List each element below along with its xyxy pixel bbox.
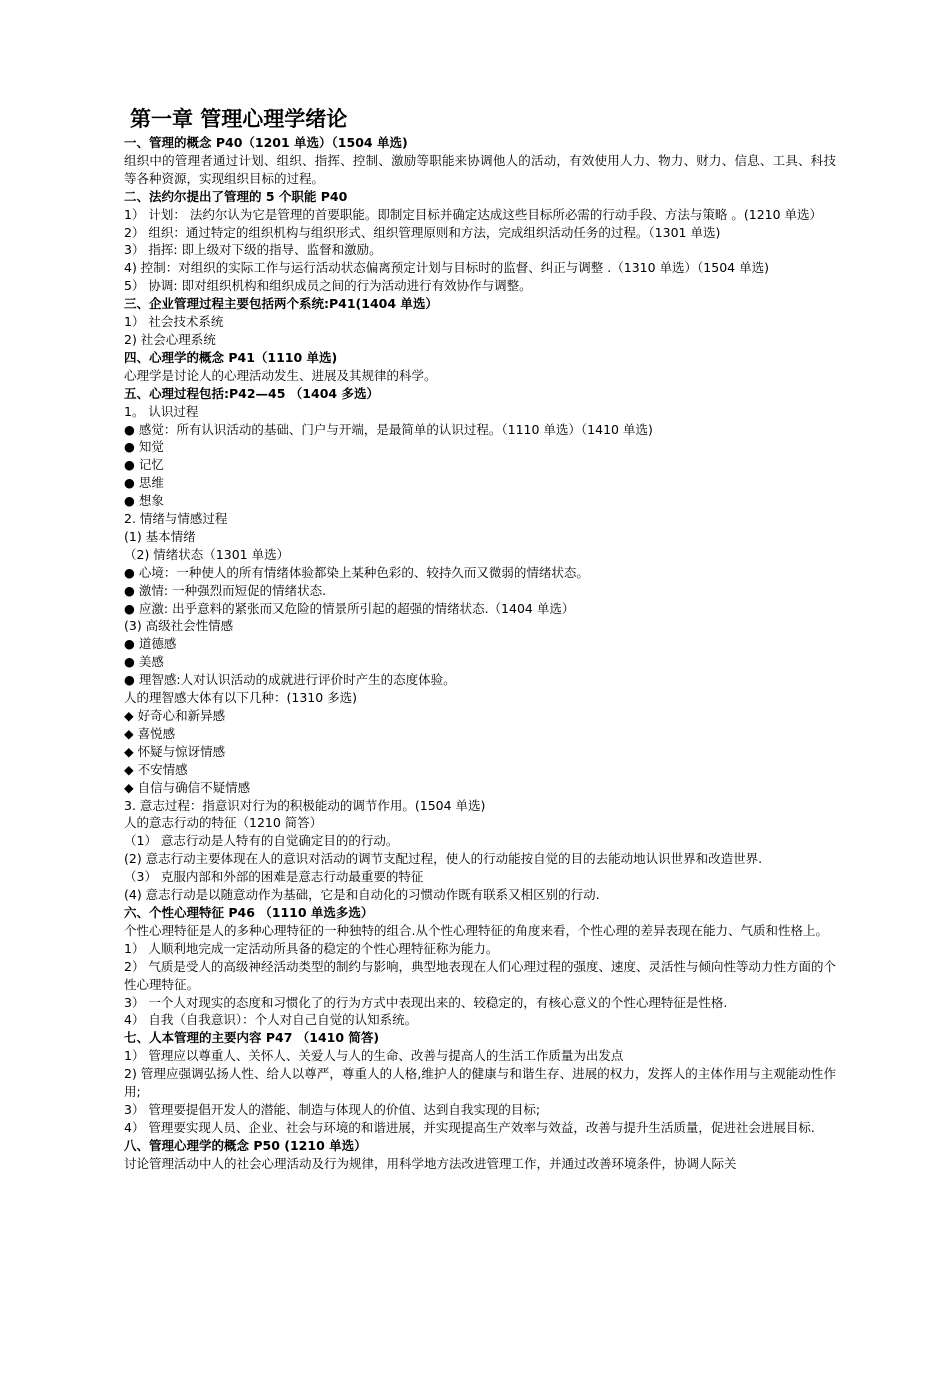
section-heading: 三、企业管理过程主要包括两个系统:P41(1404 单选）: [124, 296, 438, 312]
body-text-line: ● 想象: [124, 493, 164, 509]
body-text-line: 2) 社会心理系统: [124, 331, 216, 347]
body-text-line: 4） 自我（自我意识）：个人对自己自觉的认知系统。: [124, 1012, 418, 1028]
body-text-line: 人的理智感大体有以下几种：(1310 多选): [124, 690, 358, 706]
body-text-line: 4) 控制：对组织的实际工作与运行活动状态偏离预定计划与目标时的监督、纠正与调整 .（1310 单选）（1504 单选): [124, 260, 769, 276]
body-text-line: 人的意志行动的特征（1210 简答）: [124, 815, 323, 831]
body-text-line: 1） 管理应以尊重人、关怀人、关爱人与人的生命、改善与提高人的生活工作质量为出发点: [124, 1048, 624, 1064]
section-heading: 二、法约尔提出了管理的 5 个职能 P40: [124, 188, 348, 204]
body-text-line: ● 美感: [124, 654, 164, 670]
body-text-line: 3. 意志过程：指意识对行为的积极能动的调节作用。(1504 单选): [124, 797, 486, 813]
body-text-line: 3） 一个人对现实的态度和习惯化了的行为方式中表现出来的、较稳定的，有核心意义的个性心理特征是性格.: [124, 994, 728, 1010]
body-text-line: 讨论管理活动中人的社会心理活动及行为规律，用科学地方法改进管理工作，并通过改善环境条件，协调人际关: [124, 1155, 737, 1171]
body-text-line: 2） 气质是受人的高级神经活动类型的制约与影响，典型地表现在人们心理过程的强度、速度、灵活性与倾向性等动力性方面的个性心理特征。: [124, 958, 836, 992]
chapter-title: 第一章 管理心理学绪论: [130, 107, 348, 131]
body-text-line: 2. 情绪与情感过程: [124, 511, 228, 527]
body-text-line: ◆ 不安情感: [124, 761, 188, 777]
body-text-line: (3) 高级社会性情感: [124, 618, 234, 634]
body-text-line: ● 知觉: [124, 439, 164, 455]
document-body: [124, 134, 836, 1173]
body-text-line: ● 应激: 出乎意料的紧张而又危险的情景所引起的超强的情绪状态.（1404 单选）: [124, 600, 575, 616]
body-text-line: 2) 管理应强调弘扬人性、给人以尊严，尊重人的人格,维护人的健康与和谐生存、进展的权力，发挥人的主体作用与主观能动性作用;: [124, 1066, 836, 1100]
body-text-line: ◆ 喜悦感: [124, 725, 176, 741]
body-text-line: 1。 认识过程: [124, 403, 199, 419]
section-heading: 六、个性心理特征 P46 （1110 单选多选）: [124, 904, 374, 920]
body-text-line: ● 道德感: [124, 636, 177, 652]
section-heading: 五、心理过程包括:P42—45 （1404 多选）: [124, 385, 379, 401]
body-text-line: ● 心境：一种使人的所有情绪体验都染上某种色彩的、较持久而又微弱的情绪状态。: [124, 564, 589, 580]
body-text-line: 1） 人顺利地完成一定活动所具备的稳定的个性心理特征称为能力。: [124, 940, 499, 956]
body-text-line: (1) 基本情绪: [124, 528, 196, 544]
body-text-line: （1） 意志行动是人特有的自觉确定目的的行动。: [124, 833, 399, 849]
body-text-line: ● 感觉：所有认识活动的基础、门户与开端，是最简单的认识过程。（1110 单选）（1410 单选): [124, 421, 653, 437]
body-text-line: (4) 意志行动是以随意动作为基础，它是和自动化的习惯动作既有联系又相区别的行动.: [124, 887, 600, 903]
body-text-line: （3） 克服内部和外部的困难是意志行动最重要的特征: [124, 869, 424, 885]
body-text-line: 4） 管理要实现人员、企业、社会与环境的和谐进展，并实现提高生产效率与效益，改善与提升生活质量，促进社会进展目标.: [124, 1119, 815, 1135]
body-text-line: 5） 协调: 即对组织机构和组织成员之间的行为活动进行有效协作与调整。: [124, 278, 532, 294]
body-text-line: （2) 情绪状态（1301 单选）: [124, 546, 290, 562]
body-text-line: 3） 管理要提倡开发人的潜能、制造与体现人的价值、达到自我实现的目标;: [124, 1101, 541, 1117]
body-text-line: ● 记忆: [124, 457, 164, 473]
body-text-line: ● 思维: [124, 475, 164, 491]
body-text-line: (2) 意志行动主要体现在人的意识对活动的调节支配过程，使人的行动能按自觉的目的去能动地认识世界和改造世界.: [124, 851, 763, 867]
section-heading: 一、管理的概念 P40（1201 单选）（1504 单选): [124, 135, 408, 150]
section-heading: 八、管理心理学的概念 P50 (1210 单选）: [124, 1137, 367, 1153]
body-text-line: 1） 计划： 法约尔认为它是管理的首要职能。即制定目标并确定达成这些目标所必需的行动手段、方法与策略 。(1210 单选）: [124, 206, 823, 222]
body-text-line: ● 激情: 一种强烈而短促的情绪状态.: [124, 582, 327, 598]
section-heading: 四、心理学的概念 P41（1110 单选): [124, 349, 338, 365]
body-text-line: 组织中的管理者通过计划、组织、指挥、控制、激励等职能来协调他人的活动，有效使用人力、物力、财力、信息、工具、科技等各种资源，实现组织目标的过程。: [124, 152, 836, 186]
body-text-line: 3） 指挥: 即上级对下级的指导、监督和激励。: [124, 242, 382, 258]
section-heading: 七、人本管理的主要内容 P47 （1410 简答): [124, 1030, 380, 1046]
body-text-line: 2） 组织：通过特定的组织机构与组织形式、组织管理原则和方法，完成组织活动任务的过程。（1301 单选): [124, 224, 721, 240]
body-text-line: ● 理智感:人对认识活动的成就进行评价时产生的态度体验。: [124, 672, 456, 688]
body-text-line: ◆ 自信与确信不疑情感: [124, 779, 251, 795]
body-text-line: 1） 社会技术系统: [124, 314, 224, 330]
body-text-line: ◆ 好奇心和新异感: [124, 708, 226, 723]
body-text-line: ◆ 怀疑与惊讶情感: [124, 743, 226, 759]
body-text-line: 个性心理特征是人的多种心理特征的一种独特的组合.从个性心理特征的角度来看，个性心理的差异表现在能力、气质和性格上。: [124, 922, 828, 938]
body-text-line: 心理学是讨论人的心理活动发生、进展及其规律的科学。: [124, 367, 437, 383]
document-page: [124, 104, 836, 1173]
